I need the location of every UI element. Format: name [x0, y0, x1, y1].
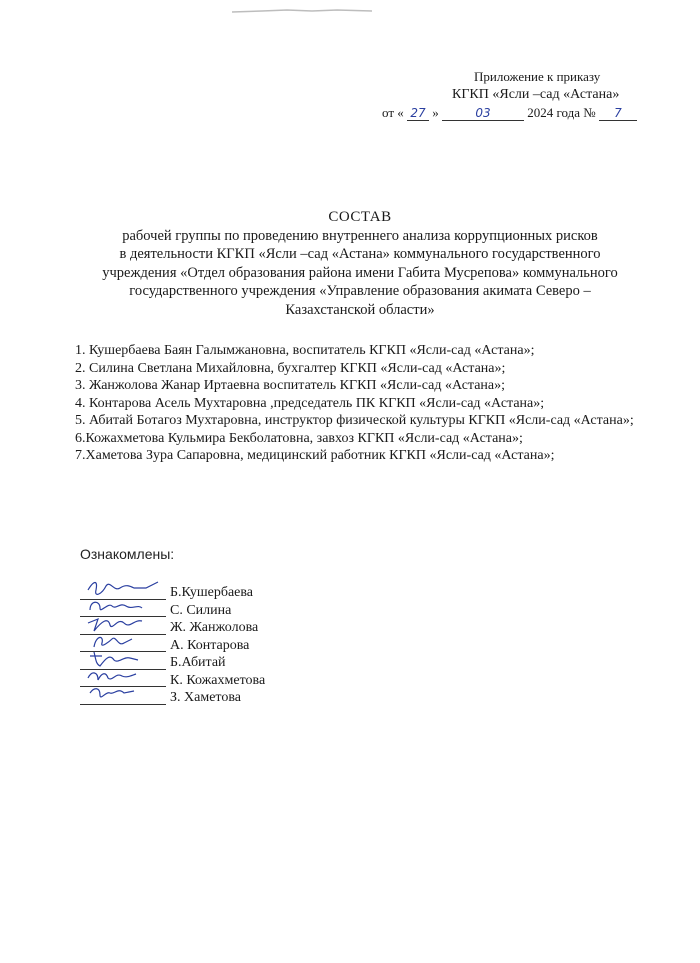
title-line: Казахстанской области» [285, 301, 435, 318]
member-item: 4. Контарова Асель Мухтаровна ,председатель ПК КГКП «Ясли-сад «Астана»; [75, 395, 545, 411]
signature-list [80, 584, 380, 707]
date-month: 03 [442, 106, 524, 121]
signatory-name: Ж. Жанжолова [170, 620, 259, 635]
signatory-name: С. Силина [170, 602, 232, 618]
member-item: 7.Хаметова Зура Сапаровна, медицинский работник КГКП «Ясли-сад «Астана»; [75, 448, 555, 463]
document-title [60, 208, 660, 319]
member-item: 3. Жанжолова Жанар Иртаевна воспитатель КГКП «Ясли-сад «Астана»; [75, 378, 506, 393]
title-line: государственного учреждения «Управление образования акимата Северо – [129, 283, 591, 299]
acknowledged-label: Ознакомлены: [80, 546, 175, 562]
date-year: 2024 года № [527, 105, 596, 120]
order-number: 7 [599, 106, 637, 121]
title-heading: СОСТАВ [328, 209, 392, 225]
appendix-line-2: КГКП «Ясли –сад «Астана» [452, 87, 620, 102]
members-list [75, 342, 675, 465]
member-item: 2. Силина Светлана Михайловна, бухгалтер КГКП «Ясли-сад «Астана»; [75, 360, 506, 376]
signatory-name: З. Хаметова [170, 690, 241, 705]
signatory-name: Б.Абитай [170, 655, 226, 670]
date-mid: » [432, 105, 439, 120]
date-day: 27 [407, 106, 429, 121]
signature-row [80, 689, 380, 707]
signatory-name: Б.Кушербаева [170, 585, 254, 600]
title-line: в деятельности КГКП «Ясли –сад «Астана» коммунального государственного [119, 246, 601, 262]
signatory-name: К. Кожахметова [170, 672, 266, 688]
appendix-date-line [370, 104, 670, 122]
title-line: рабочей группы по проведению внутреннего анализа коррупционных рисков [122, 227, 598, 244]
member-item: 6.Кожахметова Кульмира Бекболатовна, завхоз КГКП «Ясли-сад «Астана»; [75, 430, 523, 446]
scan-artifact [232, 8, 372, 14]
title-line: учреждения «Отдел образования района имени Габита Мусрепова» коммунального [102, 264, 618, 281]
handwritten-signature [84, 681, 164, 705]
member-item: 5. Абитай Ботагоз Мухтаровна, инструктор физической культуры КГКП «Ясли-сад «Астана»; [75, 413, 634, 428]
appendix-header [370, 68, 670, 122]
date-prefix: от « [382, 105, 404, 120]
appendix-line-1: Приложение к приказу [474, 69, 601, 84]
signatory-name: А. Контарова [170, 637, 250, 653]
member-item: 1. Кушербаева Баян Галымжановна, воспитатель КГКП «Ясли-сад «Астана»; [75, 343, 535, 358]
